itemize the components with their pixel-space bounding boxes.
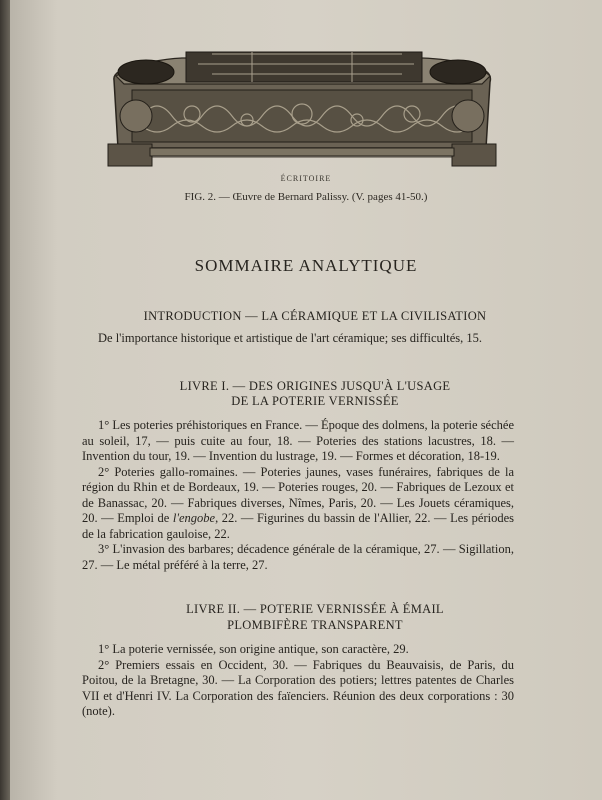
- figure-label: ÉCRITOIRE: [280, 174, 332, 183]
- livre1-p2-text-b: , 22. — Figurines du bassin de l'Allier, 22. — Les périodes de la fabrication gauloise, 22.: [82, 511, 514, 541]
- livre1-heading-line1: LIVRE I. — DES ORIGINES JUSQU'À L'USAGE: [179, 379, 451, 393]
- intro-paragraph: [82, 331, 514, 347]
- livre1-heading-line2: DE LA POTERIE VERNISSÉE: [231, 394, 399, 408]
- livre1-paragraph-3: 3° L'invasion des barbares; décadence générale de la céramique, 27. — Sigillation, 27. — Le métal préféré à la terre, 27.: [82, 542, 514, 572]
- figure-caption: FIG. 2. — Œuvre de Bernard Palissy. (V. pages 41-50.): [184, 191, 428, 203]
- intro-text: De l'importance historique et artistique de l'art céramique; ses difficultés, 15.: [98, 331, 483, 345]
- livre1-paragraph-1: 1° Les poteries préhistoriques en France. — Époque des dolmens, la poterie séchée au soleil, 17, — puis cuite au four, 18. — Poteries des stations lacustres, 18. — Invention du tour, 19. — Invention du lustrage, 19. — Formes et décoration, 18-19.: [82, 418, 514, 463]
- livre1-p2-engobe: l'engobe: [172, 511, 216, 525]
- book-gutter-shadow: [0, 0, 10, 800]
- livre1-body: [82, 418, 514, 573]
- livre1-paragraph-2: [82, 465, 514, 543]
- book-page: [10, 0, 602, 800]
- ecritoire-illustration: [102, 40, 502, 188]
- intro-heading: INTRODUCTION — LA CÉRAMIQUE ET LA CIVILISATION: [143, 309, 487, 323]
- livre2-heading-line1: LIVRE II. — POTERIE VERNISSÉE À ÉMAIL: [186, 602, 444, 616]
- livre2-body: [82, 642, 514, 720]
- livre2-paragraph-1: 1° La poterie vernissée, son origine antique, son caractère, 29.: [98, 642, 409, 656]
- livre1-p2-text-a: 2° Poteries gallo-romaines. — Poteries jaunes, vases funéraires, fabriques de la région du Rhin et de Bordeaux, 19. — Poteries rouges, 20. — Fabriques de Lezoux et de Banassac, 20. — Fabriques diverses, Nîmes, Paris, 20. — Les Jouets céramiques, 20. — Emploi de: [82, 464, 514, 525]
- page-title: SOMMAIRE ANALYTIQUE: [194, 256, 418, 275]
- livre2-paragraph-2: 2° Premiers essais en Occident, 30. — Fabriques du Beauvaisis, de Paris, du Poitou, de la Bretagne, 30. — La Corporation des potiers; lettres patentes de Charles VII et d'Henri IV. La Corporation des faïenciers. Réunion des deux corporations : 30 (note).: [82, 657, 514, 718]
- livre2-heading-line2: PLOMBIFÈRE TRANSPARENT: [227, 618, 403, 632]
